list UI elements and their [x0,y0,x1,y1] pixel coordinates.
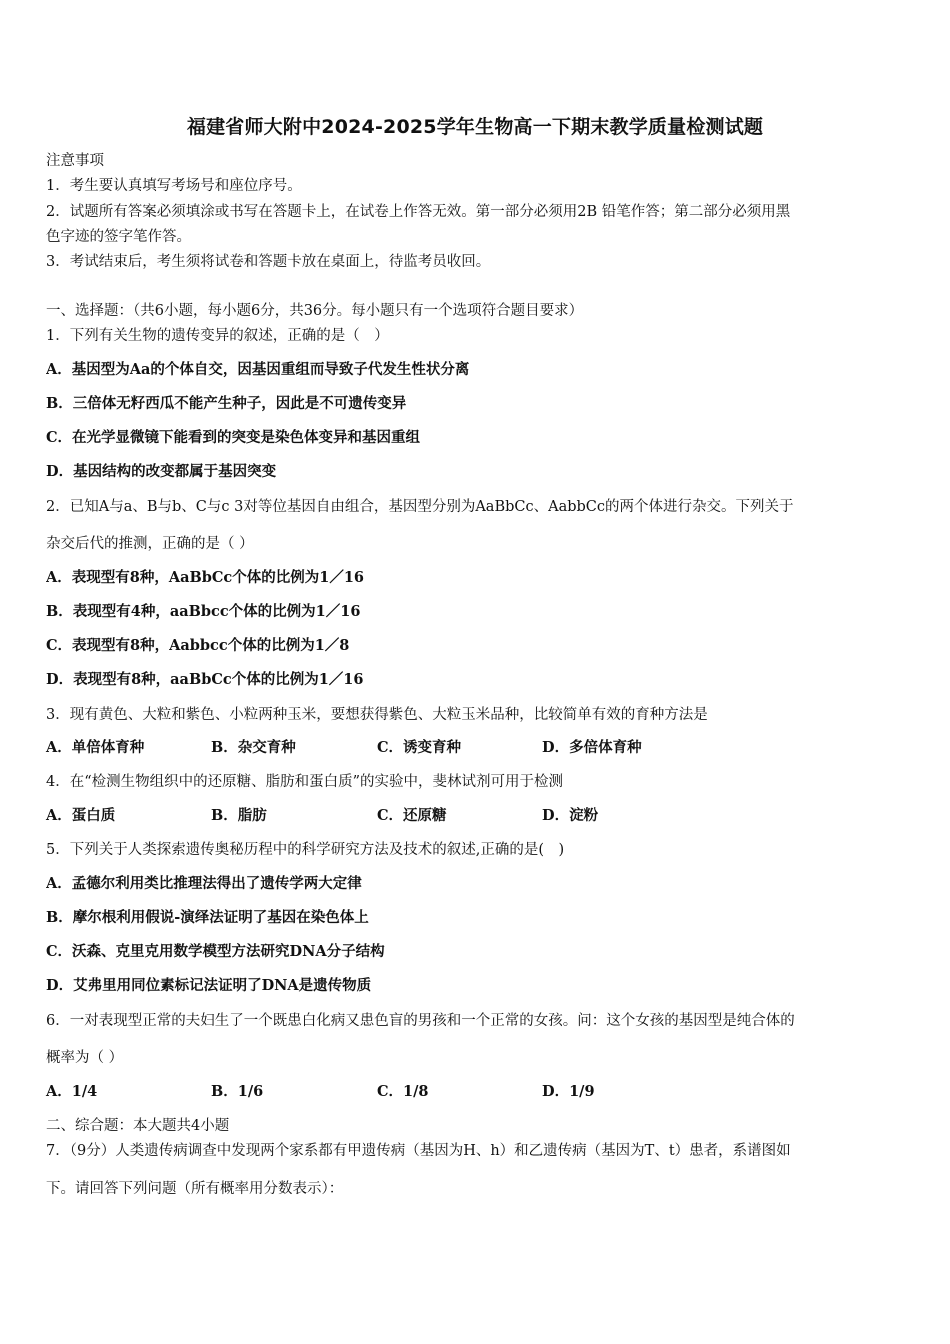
q4-option-a: A．蛋白质 [46,807,116,824]
q6-option-c: C．1/8 [377,1083,429,1100]
q5-option-c: C．沃森、克里克用数学模型方法研究DNA分子结构 [46,943,385,960]
notice-item: 1．考生要认真填写考场号和座位序号。 [46,178,302,194]
q4-option-b: B．脂肪 [211,807,267,824]
q3-option-d: D．多倍体育种 [542,739,642,756]
question-2-stem-cont: 杂交后代的推测，正确的是（ ） [46,536,254,552]
q2-option-a: A．表现型有8种，AaBbCc个体的比例为1／16 [46,569,365,586]
q1-option-d: D．基因结构的改变都属于基因突变 [46,463,277,480]
question-2-stem: 2．已知A与a、B与b、C与c 3对等位基因自由组合，基因型分别为AaBbCc、AabbCc的两个体进行杂交。下列关于 [46,499,794,515]
q5-option-a: A．孟德尔利用类比推理法得出了遗传学两大定律 [46,875,362,892]
q5-option-d: D．艾弗里用同位素标记法证明了DNA是遗传物质 [46,977,372,994]
q2-option-d: D．表现型有8种，aaBbCc个体的比例为1／16 [46,671,364,688]
q6-option-a: A．1/4 [46,1083,98,1100]
q1-option-c: C．在光学显微镜下能看到的突变是染色体变异和基因重组 [46,429,421,446]
q3-option-a: A．单倍体育种 [46,739,145,756]
page-title: 福建省师大附中2024-2025学年生物高一下期末教学质量检测试题 [186,116,764,138]
notice-item: 3．考试结束后，考生须将试卷和答题卡放在桌面上，待监考员收回。 [46,254,491,270]
question-1-stem: 1．下列有关生物的遗传变异的叙述，正确的是（ ） [46,328,389,344]
question-5-stem: 5．下列关于人类探索遗传奥秘历程中的科学研究方法及技术的叙述,正确的是( ) [46,842,565,858]
notice-item: 色字迹的签字笔作答。 [46,229,191,245]
q2-option-c: C．表现型有8种，Aabbcc个体的比例为1／8 [46,637,350,654]
question-4-stem: 4．在“检测生物组织中的还原糖、脂肪和蛋白质”的实验中，斐林试剂可用于检测 [46,774,564,790]
q6-option-d: D．1/9 [542,1083,595,1100]
q3-option-c: C．诱变育种 [377,739,462,756]
q1-option-b: B．三倍体无籽西瓜不能产生种子，因此是不可遗传变异 [46,395,407,412]
q4-option-c: C．还原糖 [377,807,447,824]
question-7-stem-cont: 下。请回答下列问题（所有概率用分数表示）： [46,1181,344,1197]
notice-item: 2．试题所有答案必须填涂或书写在答题卡上，在试卷上作答无效。第一部分必须用2B 铅笔作答；第二部分必须用黑 [46,204,791,220]
section-1-heading: 一、选择题：（共6小题，每小题6分，共36分。每小题只有一个选项符合题目要求） [46,303,584,319]
q4-option-d: D．淀粉 [542,807,599,824]
question-6-stem: 6．一对表现型正常的夫妇生了一个既患白化病又患色盲的男孩和一个正常的女孩。问：这个女孩的基因型是纯合体的 [46,1013,795,1029]
question-6-stem-cont: 概率为（ ） [46,1050,124,1066]
question-7-stem: 7．（9分）人类遗传病调查中发现两个家系都有甲遗传病（基因为H、h）和乙遗传病（基因为T、t）患者，系谱图如 [46,1143,791,1159]
q2-option-b: B．表现型有4种，aaBbcc个体的比例为1／16 [46,603,361,620]
question-3-stem: 3．现有黄色、大粒和紫色、小粒两种玉米，要想获得紫色、大粒玉米品种，比较简单有效的育种方法是 [46,707,708,723]
notice-heading: 注意事项 [46,153,104,169]
q1-option-a: A．基因型为Aa的个体自交，因基因重组而导致子代发生性状分离 [46,361,470,378]
section-2-heading: 二、综合题：本大题共4小题 [46,1118,230,1134]
q5-option-b: B．摩尔根利用假说-演绎法证明了基因在染色体上 [46,909,369,926]
q6-option-b: B．1/6 [211,1083,264,1100]
q3-option-b: B．杂交育种 [211,739,296,756]
